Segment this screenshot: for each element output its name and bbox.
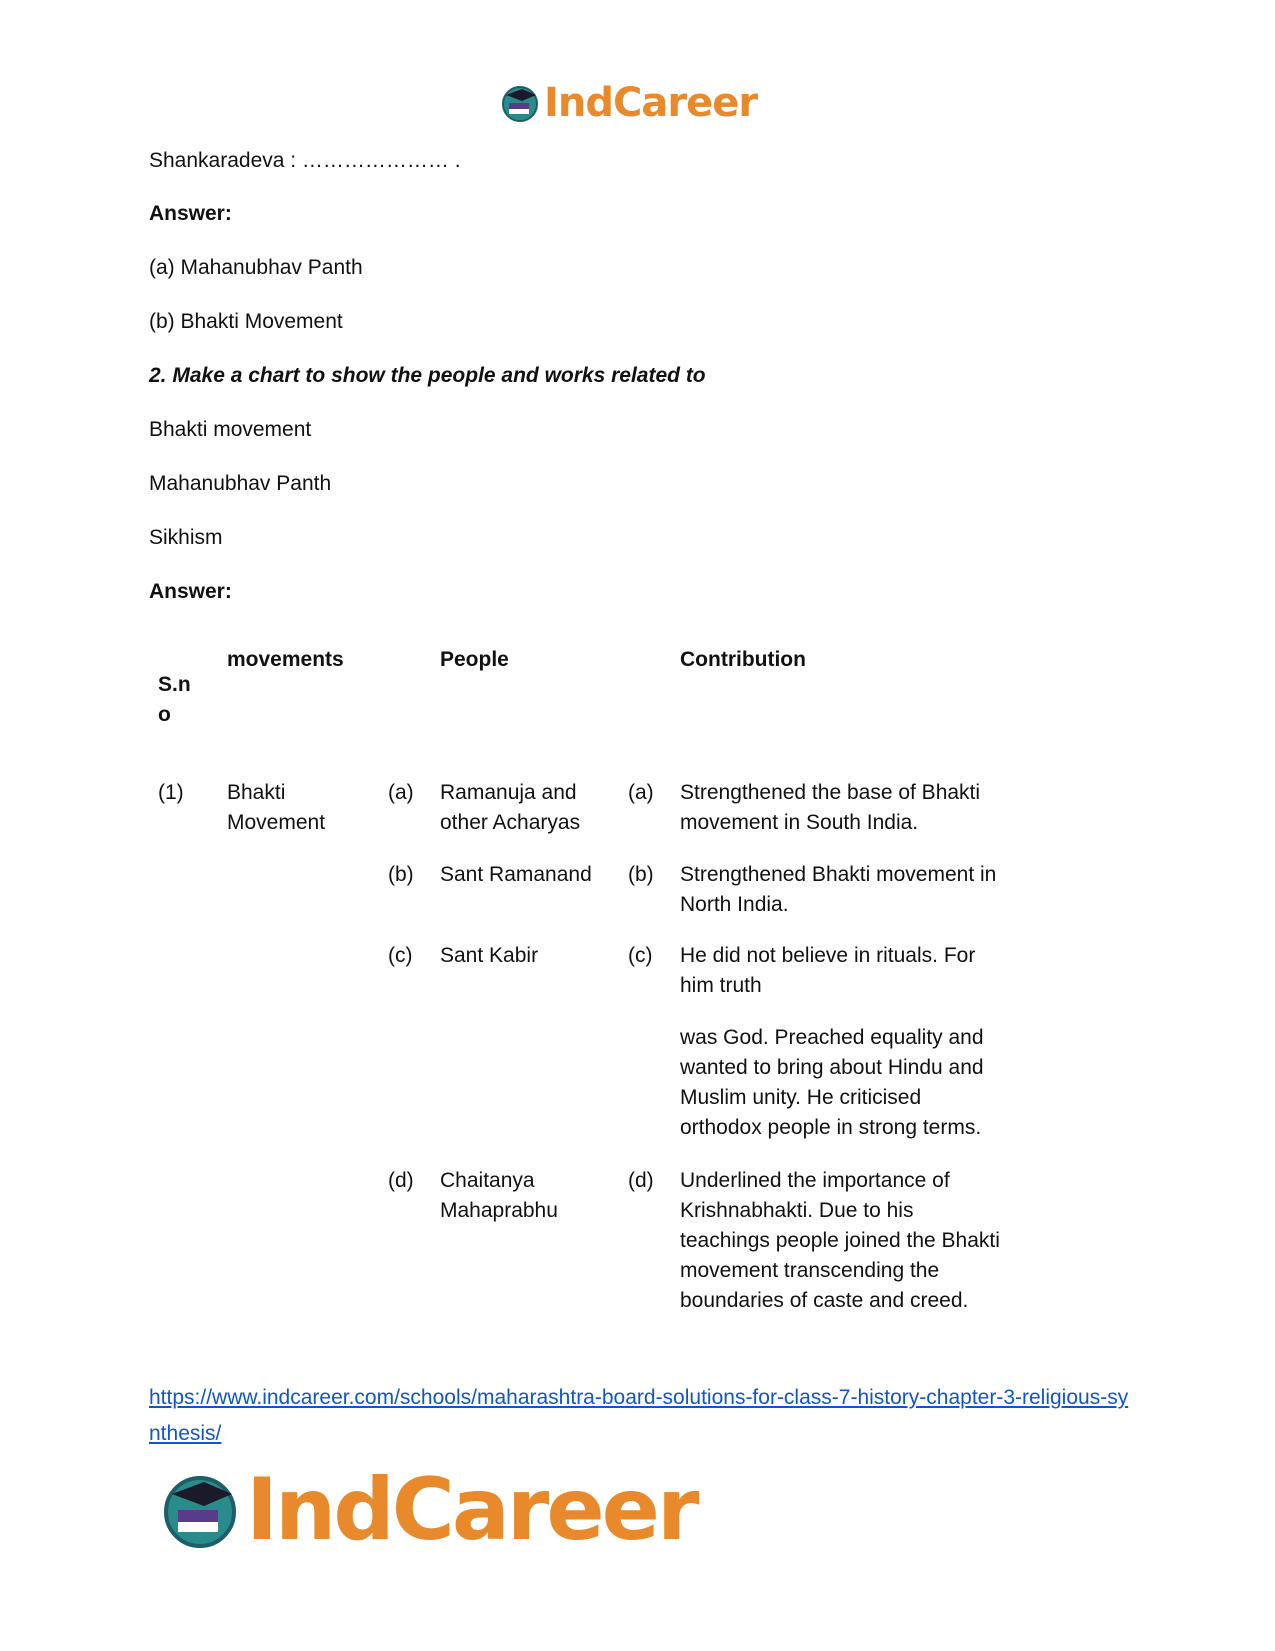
footer-logo: [160, 1460, 697, 1560]
answer-b: (b) Bhakti Movement: [149, 310, 343, 333]
contribution-text: Underlined the importance of Krishnabhakti. Due to his teachings people joined the Bhakti movement transcending the boundaries of caste and creed.: [680, 1169, 1000, 1312]
contribution-letter: (a): [628, 781, 654, 804]
question-2: 2. Make a chart to show the people and works related to: [149, 364, 706, 387]
globe-logo-icon: [160, 1470, 240, 1550]
header-people: People: [440, 648, 509, 671]
contribution-letter: (d): [628, 1169, 654, 1192]
people-letter: (d): [388, 1169, 414, 1192]
people-letter: (a): [388, 781, 414, 804]
people-letter: (b): [388, 863, 414, 886]
header-sno: S.n o: [158, 673, 191, 726]
topic-mahanubhav: Mahanubhav Panth: [149, 472, 332, 495]
contribution-letter: (b): [628, 863, 654, 886]
person-name: Sant Ramanand: [440, 863, 592, 886]
person-name: Chaitanya Mahaprabhu: [440, 1169, 558, 1222]
answer-a: (a) Mahanubhav Panth: [149, 256, 363, 279]
row-movement: Bhakti Movement: [227, 781, 326, 834]
source-url-link[interactable]: https://www.indcareer.com/schools/maharashtra-board-solutions-for-class-7-history-chapter-3-religious-synthesis/: [149, 1386, 1129, 1445]
answer-label: Answer:: [149, 202, 232, 225]
contribution-text: He did not believe in rituals. For him truth: [680, 944, 976, 997]
people-letter: (c): [388, 944, 413, 967]
contribution-text: Strengthened Bhakti movement in North India.: [680, 863, 997, 916]
contribution-letter: (c): [628, 944, 653, 967]
globe-logo-icon: [500, 83, 540, 123]
row-sno: (1): [158, 781, 184, 804]
topic-sikhism: Sikhism: [149, 526, 223, 549]
logo-text: IndCareer: [544, 80, 758, 126]
contribution-text: Strengthened the base of Bhakti movement in South India.: [680, 781, 981, 834]
header-contribution: Contribution: [680, 648, 806, 671]
shankaradeva-line: Shankaradeva : ………………… .: [149, 149, 461, 172]
contribution-text-continued: was God. Preached equality and wanted to bring about Hindu and Muslim unity. He criticised orthodox people in strong terms.: [680, 1026, 984, 1139]
person-name: Sant Kabir: [440, 944, 539, 967]
header-movements: movements: [227, 648, 344, 671]
person-name: Ramanuja and other Acharyas: [440, 781, 581, 834]
header-logo: [500, 80, 757, 126]
answer-label-2: Answer:: [149, 580, 232, 603]
logo-text: IndCareer: [246, 1460, 697, 1560]
topic-bhakti: Bhakti movement: [149, 418, 312, 441]
